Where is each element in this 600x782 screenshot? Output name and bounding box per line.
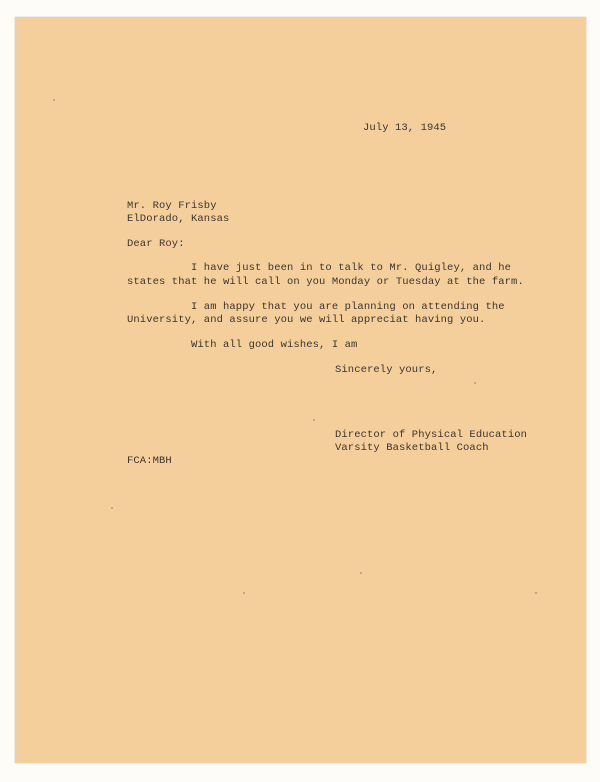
signature-title-1: Director of Physical Education bbox=[335, 429, 528, 441]
letter-page bbox=[15, 17, 586, 763]
paper-speck bbox=[243, 592, 245, 594]
paper-speck bbox=[53, 99, 55, 101]
paper-speck bbox=[535, 592, 537, 594]
paragraph-2-line-2: University, and assure you we will appreciat having you. bbox=[127, 314, 486, 326]
salutation: Dear Roy: bbox=[127, 238, 185, 250]
closing: Sincerely yours, bbox=[335, 364, 438, 376]
paper-speck bbox=[111, 507, 113, 509]
paper-speck bbox=[360, 572, 362, 574]
paper-speck bbox=[313, 419, 315, 421]
typist-initials: FCA:MBH bbox=[127, 455, 172, 467]
paragraph-2-line-1: I am happy that you are planning on attending the bbox=[191, 301, 505, 313]
letter-date: July 13, 1945 bbox=[363, 122, 447, 134]
paragraph-3: With all good wishes, I am bbox=[191, 339, 358, 351]
paragraph-1-line-1: I have just been in to talk to Mr. Quigley, and he bbox=[191, 262, 512, 274]
paper-speck bbox=[474, 382, 476, 384]
signature-title-2: Varsity Basketball Coach bbox=[335, 442, 489, 454]
paragraph-1-line-2: states that he will call on you Monday or Tuesday at the farm. bbox=[127, 276, 524, 288]
recipient-name: Mr. Roy Frisby bbox=[127, 200, 217, 212]
recipient-location: ElDorado, Kansas bbox=[127, 213, 230, 225]
